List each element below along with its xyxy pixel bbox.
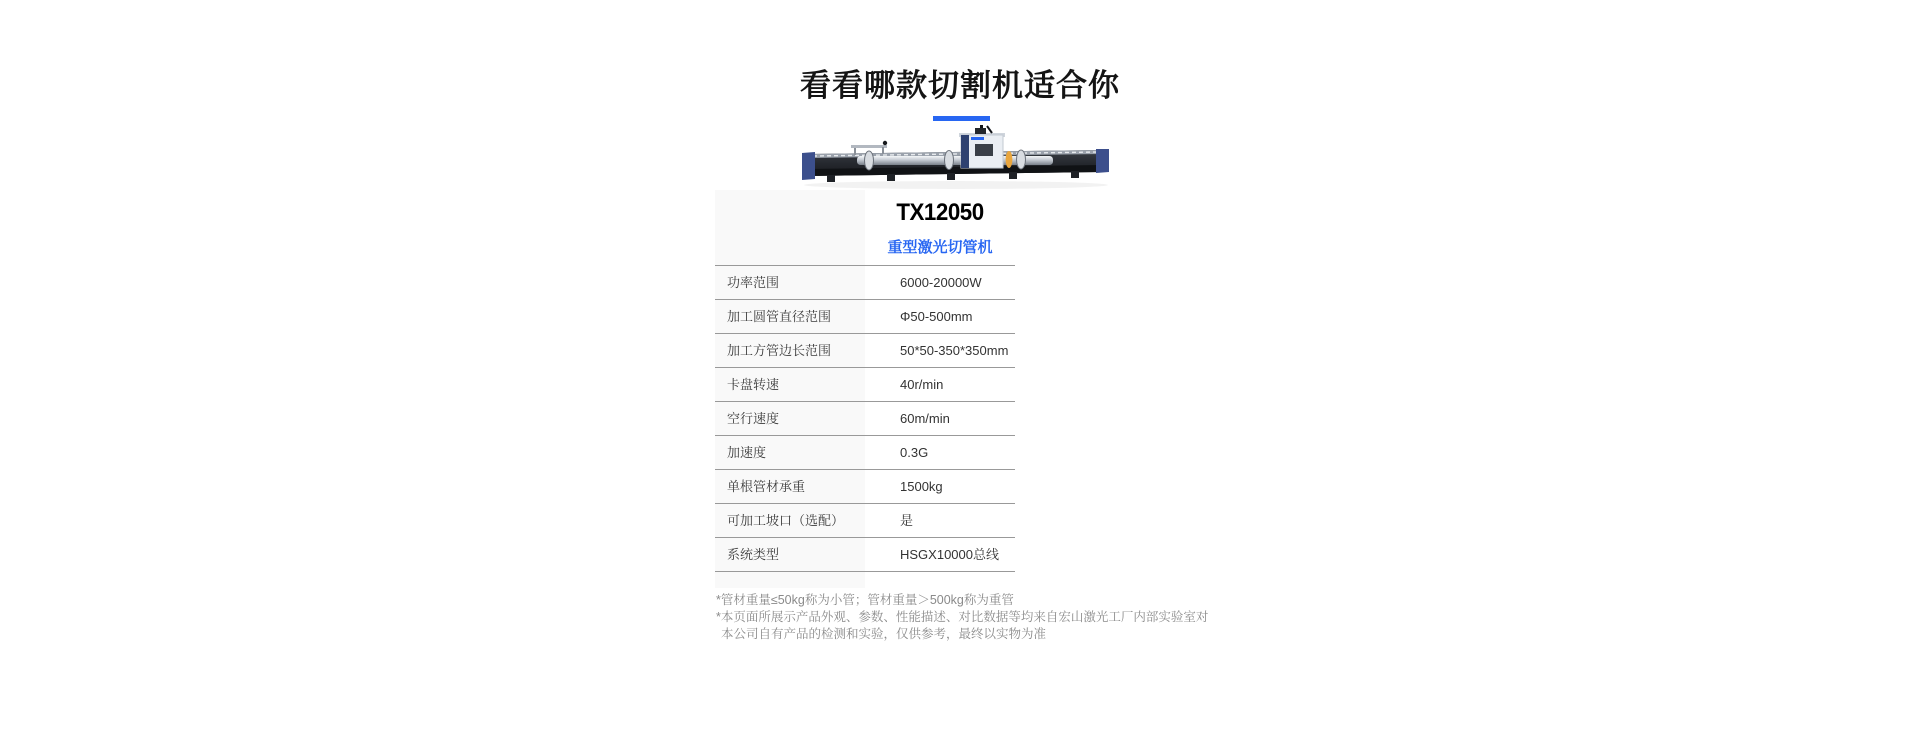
footnote-line: *管材重量≤50kg称为小管；管材重量＞500kg称为重管 (716, 593, 1014, 607)
footnote-line: 本公司自有产品的检测和实验，仅供参考，最终以实物为准 (721, 627, 1047, 641)
spec-value: 1500kg (900, 479, 943, 494)
laser-head (975, 125, 992, 134)
footnotes (716, 592, 1208, 643)
spec-label: 卡盘转速 (727, 377, 780, 392)
product-model: TX12050 (896, 199, 984, 226)
section-title: 看看哪款切割机适合你 (800, 68, 1120, 103)
spec-value: 是 (900, 513, 914, 528)
table-row (715, 538, 1015, 572)
machine-bed (809, 150, 1102, 182)
footnote-line: *本页面所展示产品外观、参数、性能描述、对比数据等均来自宏山激光工厂内部实验室对 (716, 610, 1209, 624)
spec-value: HSGX10000总线 (900, 547, 999, 562)
table-row (715, 334, 1015, 368)
table-row (715, 402, 1015, 436)
machine-left-endcap (802, 152, 815, 180)
table-row (715, 368, 1015, 402)
table-row (715, 470, 1015, 504)
spec-value: 40r/min (900, 377, 944, 392)
spec-value: Φ50-500mm (900, 309, 973, 324)
table-row (715, 266, 1015, 300)
spec-label: 加工方管边长范围 (727, 343, 832, 358)
table-row (715, 504, 1015, 538)
spec-value: 60m/min (900, 411, 950, 426)
spec-label: 加速度 (727, 445, 767, 460)
spec-label: 加工圆管直径范围 (727, 309, 832, 324)
spec-value: 0.3G (900, 445, 929, 460)
machine-cabin (959, 133, 1005, 168)
table-row (715, 436, 1015, 470)
product-header (865, 199, 1015, 257)
title-accent-underline (933, 116, 990, 121)
spec-table (715, 265, 1015, 572)
machine-right-endcap (1096, 149, 1109, 173)
product-image (799, 125, 1113, 193)
laser-pipe-cutting-machine-illustration (799, 125, 1113, 193)
spec-label: 单根管材承重 (727, 479, 806, 494)
product-category: 重型激光切管机 (887, 239, 993, 256)
machine-shadow (804, 181, 1108, 189)
spec-label: 功率范围 (727, 275, 780, 290)
table-row (715, 300, 1015, 334)
spec-label: 系统类型 (727, 547, 780, 562)
spec-label: 空行速度 (727, 411, 780, 426)
spec-value: 50*50-350*350mm (900, 343, 1009, 358)
spec-value: 6000-20000W (900, 275, 982, 290)
spec-label: 可加工坡口（选配） (727, 513, 845, 528)
